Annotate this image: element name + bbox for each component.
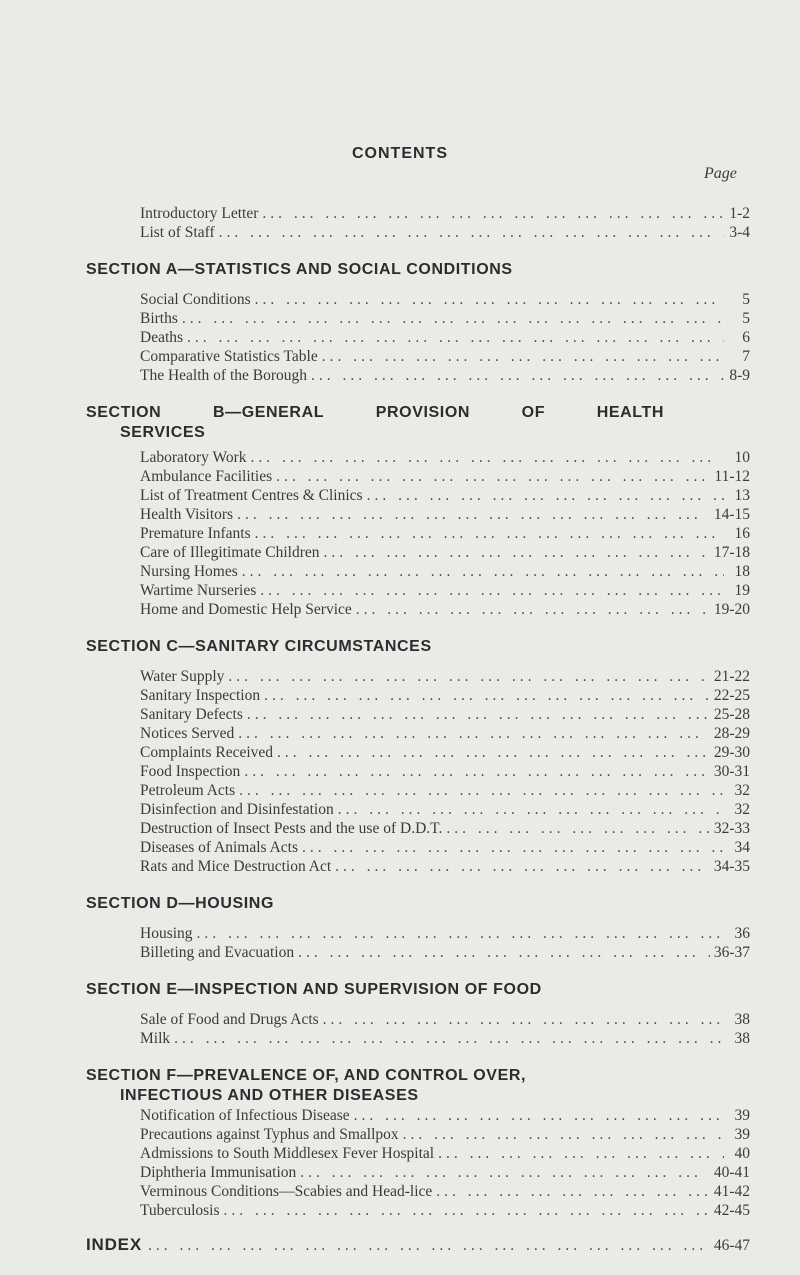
heading-word: HEALTH [596,404,664,421]
toc-entry-label: Laboratory Work [140,449,247,466]
toc-entry[interactable] [140,686,750,706]
dot-leader [224,1201,710,1221]
toc-entry-page: 38 [734,1030,750,1047]
toc-entry[interactable] [140,543,750,563]
dot-leader [262,204,724,224]
toc-entry-page: 6 [742,329,750,346]
dot-leader [446,819,710,839]
toc-entry-page: 42-45 [713,1202,750,1219]
toc-entry[interactable] [140,328,750,348]
toc-entry-label: Premature Infants [140,525,251,542]
toc-entry-page: 11-12 [714,468,750,485]
toc-entry-page: 21-22 [713,668,750,685]
dot-leader [182,309,724,329]
toc-entry-page: 36 [734,925,750,942]
dot-leader [438,1144,724,1164]
toc-entry[interactable] [140,505,750,525]
toc-entry-page: 32-33 [713,820,750,837]
toc-entry[interactable] [140,1029,750,1049]
toc-entry-label: Social Conditions [140,291,251,308]
dot-leader [436,1182,710,1202]
toc-entry-page: 19-20 [713,601,750,618]
toc-entry-page: 22-25 [713,687,750,704]
toc-entry-label: Precautions against Typhus and Smallpox [140,1126,399,1143]
toc-entry-page: 5 [742,291,750,308]
page-column-label: Page [704,165,737,182]
toc-entry-label: Food Inspection [140,763,241,780]
heading-word: B—GENERAL [212,404,325,421]
dot-leader [219,223,724,243]
toc-entry-page: 18 [734,563,750,580]
section-heading [86,894,736,914]
toc-entry[interactable] [140,486,750,506]
toc-entry-page: 8-9 [729,367,750,384]
dot-leader [302,838,724,858]
toc-entry-page: 17-18 [713,544,750,561]
toc-entry-page: 40-41 [713,1164,750,1181]
toc-entry-label: Admissions to South Middlesex Fever Hospital [140,1145,435,1162]
toc-entry[interactable] [140,290,750,310]
toc-entry-page: 39 [734,1126,750,1143]
toc-entry-label: Home and Domestic Help Service [140,601,352,618]
dot-leader [255,524,724,544]
toc-entry-label: Ambulance Facilities [140,468,273,485]
dot-leader [251,448,724,468]
toc-entry[interactable] [140,448,750,468]
dot-leader [367,486,724,506]
toc-entry[interactable] [140,600,750,620]
index-page: 46-47 [713,1237,750,1254]
toc-entry-label: Petroleum Acts [140,782,236,799]
dot-leader [322,347,724,367]
toc-entry-page: 3-4 [729,224,750,241]
toc-entry[interactable] [140,1182,750,1202]
toc-entry-label: Sanitary Defects [140,706,243,723]
dot-leader [237,505,710,525]
toc-entry[interactable] [140,366,750,386]
toc-entry-label: Care of Illegitimate Children [140,544,320,561]
section-heading-text: SECTION C—SANITARY CIRCUMSTANCES [86,638,432,655]
toc-entry-label: Nursing Homes [140,563,238,580]
toc-entry[interactable] [140,819,750,839]
toc-entry-label: Verminous Conditions—Scabies and Head-lice [140,1183,433,1200]
index-label: INDEX [86,1235,142,1254]
toc-entry-label: Complaints Received [140,744,274,761]
heading-word: PROVISION [375,404,471,421]
dot-leader [354,1106,724,1126]
dot-leader [403,1125,724,1145]
toc-entry[interactable] [140,562,750,582]
toc-entry-page: 1-2 [729,205,750,222]
dot-leader [323,543,709,563]
toc-entry-page: 38 [734,1011,750,1028]
toc-entry[interactable] [140,1106,750,1126]
toc-entry[interactable] [140,705,750,725]
dot-leader [247,705,710,725]
toc-entry-page: 19 [734,582,750,599]
toc-entry[interactable] [140,943,750,963]
toc-entry-label: Notification of Infectious Disease [140,1107,350,1124]
page-title: CONTENTS [352,145,448,162]
toc-entry-label: Water Supply [140,668,225,685]
toc-entry-page: 34-35 [713,858,750,875]
toc-entry-page: 5 [742,310,750,327]
toc-entry[interactable] [140,467,750,487]
toc-entry[interactable] [140,1201,750,1221]
section-heading-continuation: SERVICES [120,424,206,441]
toc-entry[interactable] [140,1163,750,1183]
toc-entry[interactable] [140,1144,750,1164]
heading-word: SECTION [86,404,162,421]
dot-leader [277,743,710,763]
dot-leader [244,762,710,782]
dot-leader [255,290,724,310]
toc-entry-label: Destruction of Insect Pests and the use of D.D.T. [140,820,443,837]
section-heading-text: SECTION D—HOUSING [86,895,274,912]
toc-entry-label: Housing [140,925,193,942]
toc-entry-label: List of Treatment Centres & Clinics [140,487,363,504]
toc-entry[interactable] [140,924,750,944]
toc-entry-page: 10 [734,449,750,466]
dot-leader [264,686,710,706]
toc-entry-label: Rats and Mice Destruction Act [140,858,332,875]
dot-leader [228,667,709,687]
toc-entry-label: Wartime Nurseries [140,582,257,599]
toc-entry-page: 32 [734,801,750,818]
toc-entry[interactable] [140,724,750,744]
section-heading-continuation: INFECTIOUS AND OTHER DISEASES [120,1087,419,1104]
toc-entry-label: Diseases of Animals Acts [140,839,298,856]
toc-entry-page: 34 [734,839,750,856]
section-heading-text: SECTION A—STATISTICS AND SOCIAL CONDITIONS [86,261,513,278]
toc-entry-page: 14-15 [713,506,750,523]
dot-leader [197,924,724,944]
toc-entry-page: 39 [734,1107,750,1124]
dot-leader [239,781,724,801]
dot-leader [356,600,710,620]
toc-entry-page: 41-42 [713,1183,750,1200]
dot-leader [187,328,724,348]
dot-leader [335,857,710,877]
toc-entry-label: Deaths [140,329,184,346]
dot-leader [174,1029,724,1049]
dot-leader [242,562,724,582]
toc-entry-page: 29-30 [713,744,750,761]
toc-entry-label: The Health of the Borough [140,367,308,384]
toc-entry-label: Sanitary Inspection [140,687,261,704]
toc-entry-page: 7 [742,348,750,365]
section-heading [86,1066,736,1106]
dot-leader [276,467,710,487]
section-heading [86,980,736,1000]
section-heading [86,260,736,280]
toc-entry-page: 40 [734,1145,750,1162]
toc-entry[interactable] [140,223,750,243]
section-heading [86,403,736,443]
toc-entry[interactable] [140,581,750,601]
toc-entry[interactable] [140,1010,750,1030]
toc-entry-label: Notices Served [140,725,235,742]
toc-entry-page: 30-31 [713,763,750,780]
toc-entry[interactable] [140,800,750,820]
toc-entry-page: 16 [734,525,750,542]
toc-entry[interactable] [140,781,750,801]
toc-entry-page: 25-28 [713,706,750,723]
toc-entry[interactable] [140,857,750,877]
toc-entry-page: 36-37 [713,944,750,961]
toc-entry[interactable] [140,762,750,782]
toc-entry[interactable] [140,524,750,544]
toc-entry-label: Births [140,310,178,327]
toc-entry-label: Milk [140,1030,171,1047]
toc-entry[interactable] [140,838,750,858]
toc-entry-label: Sale of Food and Drugs Acts [140,1011,319,1028]
toc-entry[interactable] [140,667,750,687]
toc-entry-label: Comparative Statistics Table [140,348,318,365]
dot-leader [260,581,724,601]
toc-entry-label: Health Visitors [140,506,234,523]
toc-entry-label: List of Staff [140,224,215,241]
dot-leader [238,724,710,744]
dot-leader [300,1163,710,1183]
toc-entry-label: Disinfection and Disinfestation [140,801,334,818]
section-heading-text: SECTION E—INSPECTION AND SUPERVISION OF FOOD [86,981,542,998]
toc-entry-label: Diphtheria Immunisation [140,1164,297,1181]
dot-leader [298,943,710,963]
section-heading [86,637,736,657]
toc-entry-page: 32 [734,782,750,799]
heading-word: OF [521,404,546,421]
dot-leader [323,1010,724,1030]
index-entry[interactable] [86,1234,750,1257]
toc-entry-page: 28-29 [713,725,750,742]
toc-entry[interactable] [140,347,750,367]
toc-entry[interactable] [140,1125,750,1145]
dot-leader [338,800,724,820]
toc-entry-label: Tuberculosis [140,1202,220,1219]
toc-entry-label: Introductory Letter [140,205,259,222]
section-heading-text: SECTION F—PREVALENCE OF, AND CONTROL OVER, [86,1067,527,1084]
toc-entry[interactable] [140,204,750,224]
toc-entry[interactable] [140,309,750,329]
toc-entry-label: Billeting and Evacuation [140,944,295,961]
toc-entry[interactable] [140,743,750,763]
section-heading-line [86,403,664,423]
dot-leader [148,1235,710,1257]
dot-leader [311,366,724,386]
toc-entry-page: 13 [734,487,750,504]
